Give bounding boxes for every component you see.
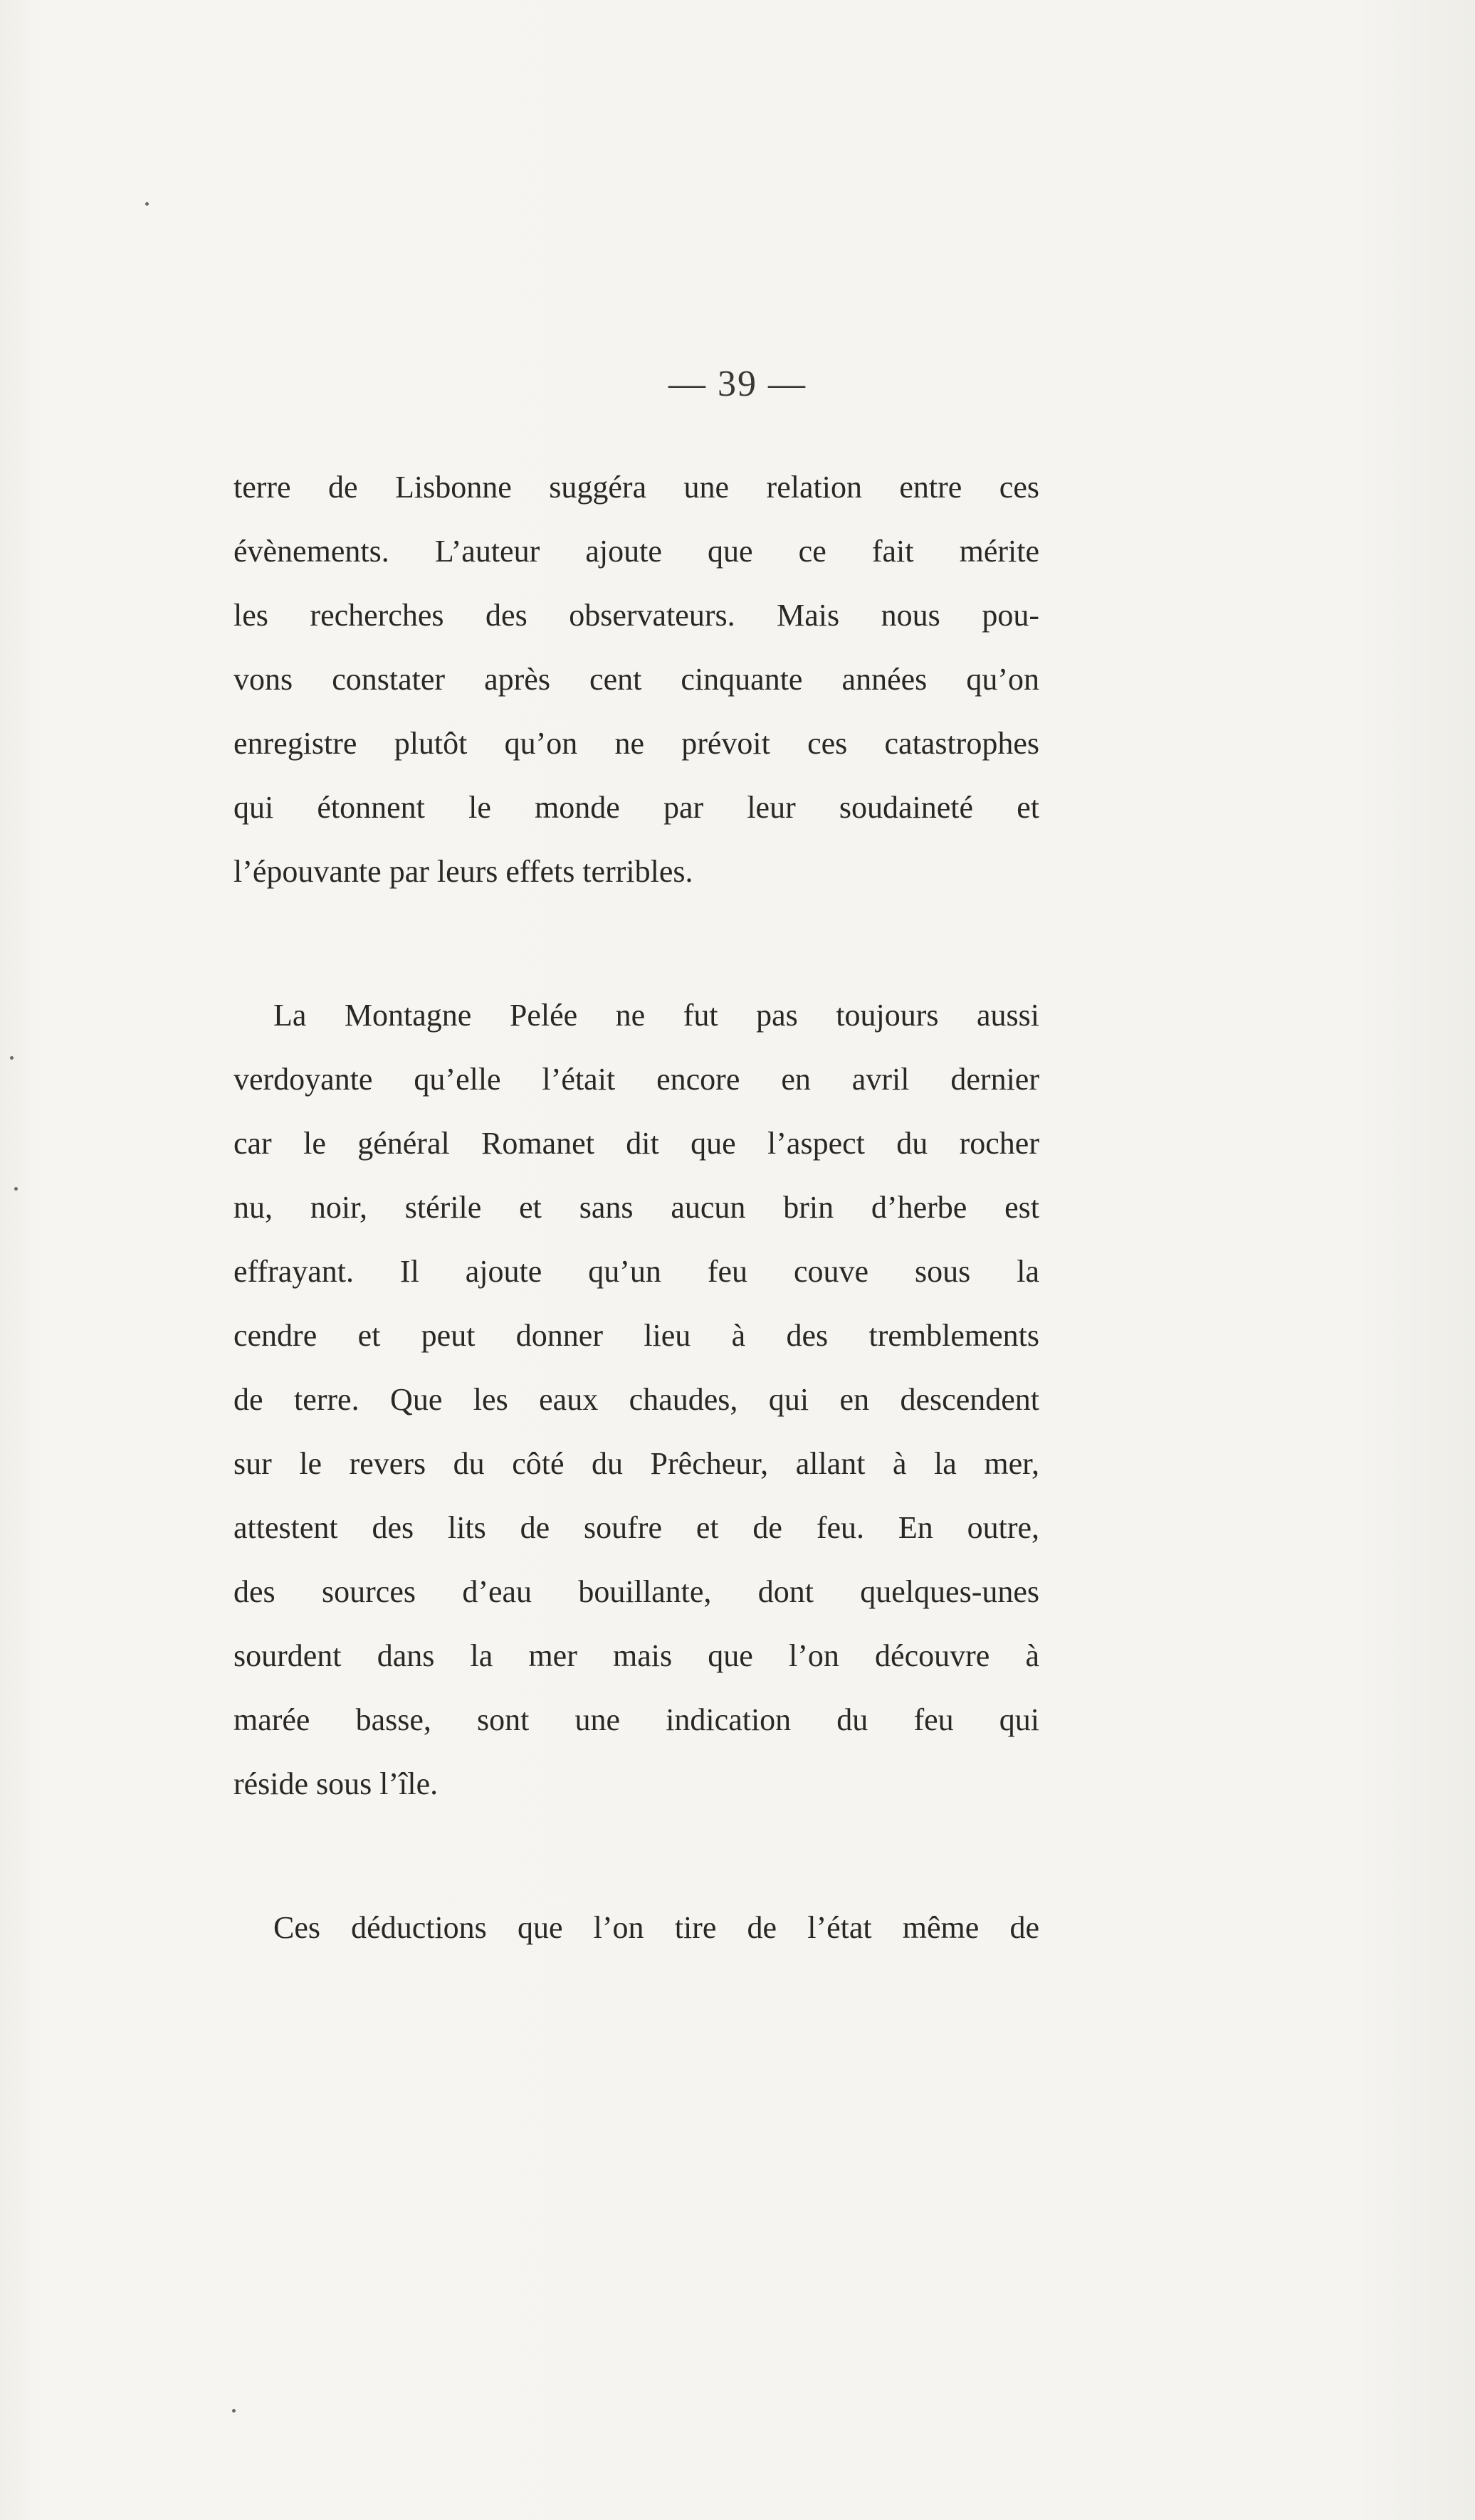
text-line: enregistre plutôt qu’on ne prévoit ces catastrophes <box>233 726 1039 761</box>
text-line: sur le revers du côté du Prêcheur, allant à la mer, <box>233 1446 1039 1481</box>
text-line: car le général Romanet dit que l’aspect du rocher <box>233 1126 1039 1161</box>
paragraph-2 <box>233 984 1039 1816</box>
paper-speck <box>14 1187 18 1191</box>
text-line: La Montagne Pelée ne fut pas toujours aussi <box>273 998 1039 1033</box>
paper-speck <box>145 202 149 206</box>
page-number: — 39 — <box>668 364 807 404</box>
text-line: Ces déductions que l’on tire de l’état même de <box>273 1910 1039 1945</box>
text-line: de terre. Que les eaux chaudes, qui en descendent <box>233 1382 1039 1417</box>
paper-speck <box>10 1056 14 1060</box>
text-line: vons constater après cent cinquante années qu’on <box>233 662 1039 697</box>
paragraph-1 <box>233 455 1039 904</box>
text-line: évènements. L’auteur ajoute que ce fait mérite <box>233 534 1039 569</box>
body-text <box>233 455 1039 1960</box>
text-line: sourdent dans la mer mais que l’on découvre à <box>233 1638 1039 1673</box>
paper-speck <box>232 2409 236 2413</box>
text-line: qui étonnent le monde par leur soudaineté et <box>233 790 1039 825</box>
text-line: marée basse, sont une indication du feu qui <box>233 1702 1039 1737</box>
text-line: l’épouvante par leurs effets terribles. <box>233 854 693 889</box>
text-line: nu, noir, stérile et sans aucun brin d’herbe est <box>233 1190 1039 1225</box>
text-line: réside sous l’île. <box>233 1766 439 1801</box>
paragraph-3 <box>233 1896 1039 1960</box>
text-line: cendre et peut donner lieu à des tremblements <box>233 1318 1039 1353</box>
text-line: attestent des lits de soufre et de feu. En outre, <box>233 1510 1039 1545</box>
text-line: terre de Lisbonne suggéra une relation entre ces <box>233 470 1039 505</box>
text-line: effrayant. Il ajoute qu’un feu couve sous la <box>233 1254 1039 1289</box>
text-line: les recherches des observateurs. Mais nous pou- <box>233 598 1039 633</box>
text-line: des sources d’eau bouillante, dont quelques-unes <box>233 1574 1039 1609</box>
text-line: verdoyante qu’elle l’était encore en avril dernier <box>233 1062 1039 1097</box>
